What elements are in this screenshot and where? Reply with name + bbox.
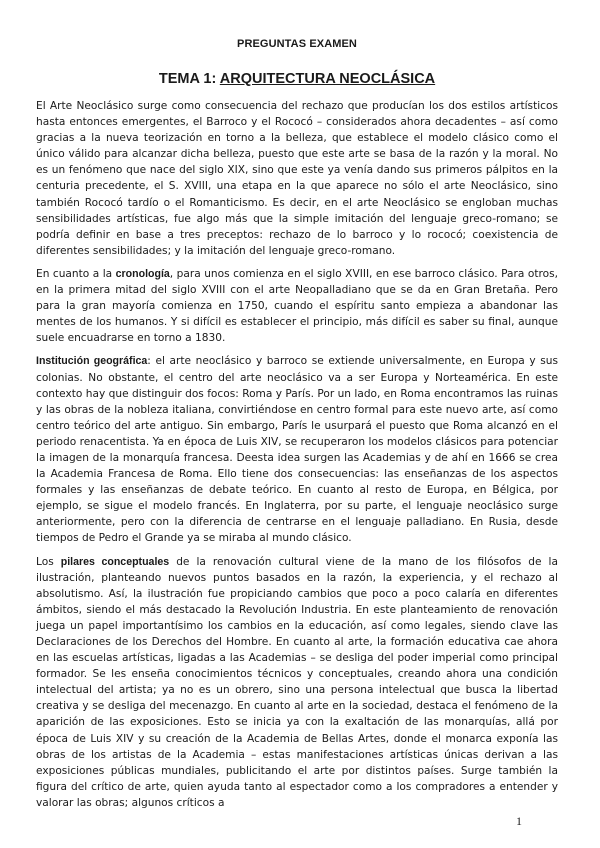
paragraph-cronologia-text: , para unos comienza en el siglo XVIII, en ese barroco clásico. Para otros, en la primera mitad del siglo XVIII con el arte Neopalladiano que se da en Gran Bretaña. Pero para la gran mayoría comienza en 1750, cuando el espíritu santo empieza a abandonar las mentes de los humanos. Y si difícil es establecer el principio, más difícil es saber su final, aunque suele encuadrarse en torno a 1830. (36, 267, 558, 345)
paragraph-cronologia (36, 266, 558, 346)
paragraph-intro (36, 98, 558, 259)
paragraph-pilares-lead: pilares conceptuales (60, 555, 170, 568)
title-prefix: TEMA 1: (158, 71, 220, 87)
document-title (36, 71, 558, 87)
page-number: 1 (516, 814, 522, 828)
paragraph-cronologia-lead-before: En cuanto a la (36, 267, 116, 280)
paragraph-intro-text: El Arte Neoclásico surge como consecuencia del rechazo que producían los dos estilos artísticos hasta entonces emergentes, el Barroco y el Rococó – considerados ahora decadentes – así como gracias a la nueva teorización en torno a la belleza, que establece el modelo clásico como el único válido para alcanzar dicha belleza, puesto que este arte se basa de la razón y la moral. No es un fenómeno que nace del siglo XIX, sino que este ya venía dando sus primeros pálpitos en la centuria precedente, el S. XVIII, una etapa en la que aparece no sólo el arte Neoclásico, sino también Rococó tardío o el Romanticismo. Es decir, en el arte Neoclásico se engloban muchas sensibilidades artísticas, fue algo más que la simple imitación del lenguaje greco-romano; se podría definir en base a tres preceptos: rechazo de lo barroco y lo rococó; coexistencia de diferentes sensibilidades; y la imitación del lenguaje greco-romano. (36, 100, 558, 257)
paragraph-institucion (36, 353, 558, 546)
paragraph-pilares (36, 554, 558, 812)
document-header: PREGUNTAS EXAMEN (237, 38, 357, 50)
title-underlined: ARQUITECTURA NEOCLÁSICA (219, 71, 436, 87)
paragraph-cronologia-lead: cronología (115, 267, 170, 280)
paragraph-pilares-text: de la renovación cultural viene de la mano de los filósofos de la ilustración, planteando nuevos puntos basados en la razón, la experiencia, y el rechazo al absolutismo. Así, la ilustración fue propiciando cambios que poco a poco calaría en diferentes ámbitos, siendo el más destacado la Revolución Industria. En este planteamiento de renovación juega un papel importantísimo los cambios en la educación, así como legales, siendo clave las Declaraciones de los Derechos del Hombre. En cuanto al arte, la formación educativa cae ahora en las escuelas artísticas, ligadas a las Academias – se desliga del poder imperial como principal formador. Se les enseña conocimientos técnicos y conceptuales, creando ahora una condición intelectual del artista; ya no es un obrero, sino una persona intelectual que busca la libertad creativa y se desliga del mecenazgo. En cuanto al arte en la sociedad, destaca el fenómeno de la aparición de las exposiciones. Esto se inicia ya con la exaltación de las monarquías, allá por época de Luis XIV y su creación de la Academia de Bellas Artes, donde el monarca exponía las obras de los artistas de la Academia – estas manifestaciones artísticas únicas derivan a las exposiciones públicas mundiales, publicitando el arte por distintos países. Surge también la figura del crítico de arte, quien ayuda tanto al espectador como a los compradores a entender y valorar las obras; algunos críticos a (36, 555, 558, 809)
paragraph-institucion-text: : el arte neoclásico y barroco se extiende universalmente, en Europa y sus colonias. No obstante, el centro del arte neoclásico va a ser Europa y Norteamérica. En este contexto hay que distinguir dos focos: Roma y París. Por un lado, en Roma encontramos las ruinas y las obras de la nobleza italiana, convirtiéndose en centro formal para este nuevo arte, así como centro teórico del arte antiguo. Sin embargo, París le usurpará el puesto que Roma alcanzó en el periodo renacentista. Ya en época de Luis XIV, se recuperaron los modelos clásicos para potenciar la imagen de la monarquía francesa. Deesta idea surgen las Academias y de ahí en 1666 se crea la Academia Francesa de Roma. Ello tiene dos consecuencias: las enseñanzas de los aspectos formales y las enseñanzas de debate teórico. En cuanto al resto de Europa, en Bélgica, por ejemplo, se sigue el modelo francés. En Inglaterra, por su parte, el lenguaje neoclásico surge anteriormente, pero con la diferencia de centrarse en el lenguaje palladiano. En Rusia, desde tiempos de Pedro el Grande ya se miraba al mundo clásico. (36, 355, 558, 545)
paragraph-institucion-lead: Institución geográfica (36, 355, 148, 368)
paragraph-pilares-lead-before: Los (36, 555, 61, 568)
